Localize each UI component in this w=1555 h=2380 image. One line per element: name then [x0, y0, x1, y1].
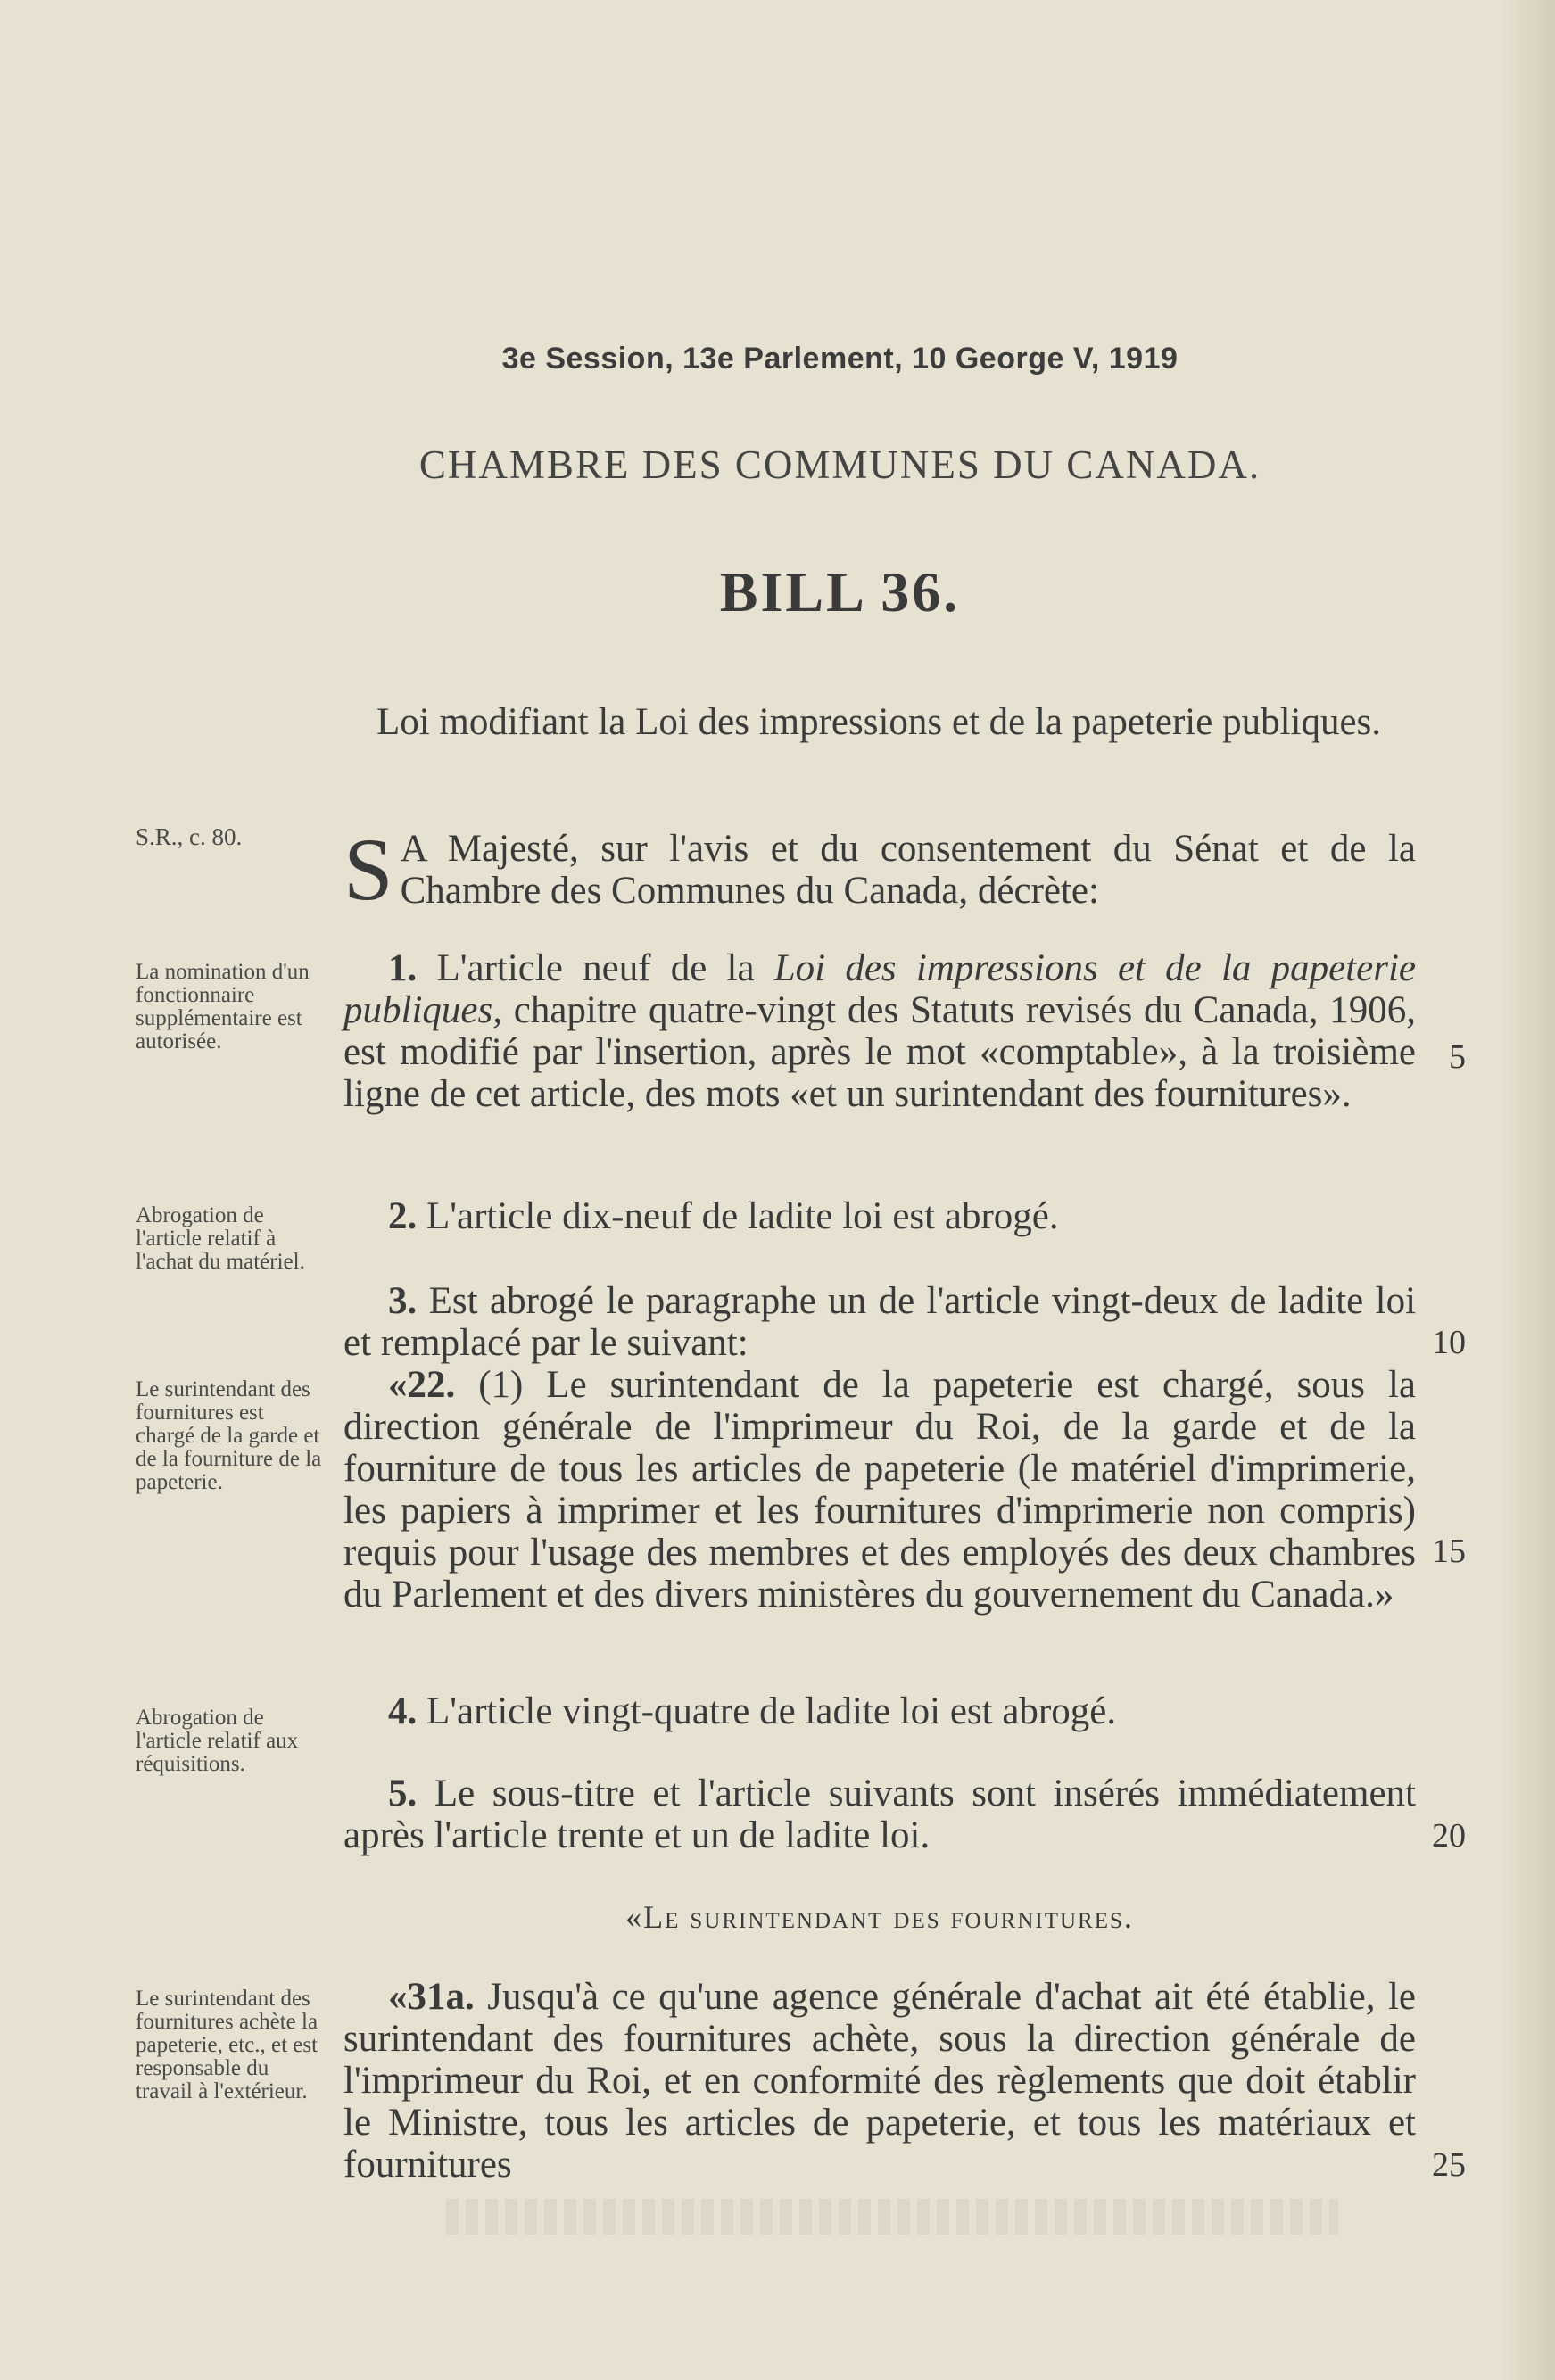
bleed-through-text	[446, 2199, 1338, 2235]
bill-subtitle: Loi modifiant la Loi des impressions et de la papeterie publiques.	[376, 701, 1382, 743]
margin-note-citation: S.R., c. 80.	[136, 823, 243, 850]
section-text: Est abrogé le paragraphe un de l'article vingt-deux de ladite loi et remplacé par le suivant:	[343, 1280, 1417, 1364]
section-number: 1.	[388, 947, 418, 989]
section-text: L'article vingt-quatre de ladite loi est abrogé.	[426, 1690, 1117, 1732]
section-5	[343, 1773, 1416, 1856]
section-text: Le sous-titre et l'article suivants sont insérés immédiatement après l'article trente et un de ladite loi.	[343, 1773, 1417, 1856]
subsection-text: (1) Le surintendant de la papeterie est chargé, sous la direction générale de l'imprimeur du Roi, de la garde et de la fourniture de tous les articles de papeterie (le matériel d'imprimerie, les papiers à imprimer et les fournitures d'imprimerie non compris) requis pour l'usage des membres et des employés des deux chambres du Parlement et des divers ministères du gouvernement du Canada.»	[343, 1364, 1417, 1616]
preamble-text: A Majesté, sur l'avis et du consentement du Sénat et de la Chambre des Communes du Canada, décrète:	[400, 828, 1416, 912]
line-number: 10	[1432, 1324, 1466, 1361]
section-text: chapitre quatre-vingt des Statuts revisés du Canada, 1906, est modifié par l'insertion, après le mot «comptable», à la troisième ligne de cet article, des mots «et un surintendant des fournitures».	[343, 989, 1417, 1115]
section-text: L'article neuf de la	[436, 947, 755, 989]
section-number: 5.	[388, 1773, 418, 1814]
section-number: 2.	[388, 1195, 418, 1237]
chamber-title: CHAMBRE DES COMMUNES DU CANADA.	[418, 442, 1261, 487]
line-number: 25	[1432, 2146, 1466, 2184]
preamble	[343, 820, 1416, 919]
line-number: 15	[1432, 1533, 1466, 1570]
act-title: Loi des impressions et de la papeterie publiques,	[343, 947, 1417, 1031]
line-number: 20	[1432, 1817, 1466, 1855]
section-2	[343, 1195, 1416, 1237]
subsection-text: Jusqu'à ce qu'une agence générale d'achat ait été établie, le surintendant des fournitures achète, sous la direction générale de l'imprimeur du Roi, et en conformité des règlements que doit établir le Ministre, tous les articles de papeterie, et tous les matériaux et fournitures	[343, 1976, 1417, 2186]
section-text: L'article dix-neuf de ladite loi est abrogé.	[426, 1195, 1059, 1237]
drop-cap: S	[343, 820, 393, 919]
subsection-number: «31a.	[388, 1976, 475, 2018]
session-header: 3e Session, 13e Parlement, 10 George V, 1919	[501, 342, 1179, 376]
section-31a	[343, 1976, 1416, 2186]
margin-note-abrogation-achat: Abrogation de l'article relatif à l'achat du matériel.	[136, 1203, 305, 1274]
bill-number: BILL 36.	[719, 560, 961, 624]
margin-note-surintendant-achete: Le surintendant des fournitures achète la papeterie, etc., et est responsable du travail à l'extérieur.	[136, 1987, 318, 2103]
section-3	[343, 1280, 1416, 1616]
section-1	[343, 947, 1416, 1115]
subtitle-heading: «Le surintendant des fournitures.	[625, 1899, 1134, 1935]
section-number: 4.	[388, 1690, 418, 1732]
section-number: 3.	[388, 1280, 418, 1322]
margin-note-surintendant-garde: Le surintendant des fournitures est chargé de la garde et de la fourniture de la papeterie.	[136, 1377, 322, 1494]
line-number: 5	[1449, 1038, 1466, 1076]
subsection-number: «22.	[388, 1364, 456, 1406]
margin-note-abrogation-requisitions: Abrogation de l'article relatif aux réquisitions.	[136, 1706, 299, 1776]
margin-note-nomination: La nomination d'un fonctionnaire supplémentaire est autorisée.	[136, 960, 310, 1054]
section-4	[343, 1690, 1416, 1732]
